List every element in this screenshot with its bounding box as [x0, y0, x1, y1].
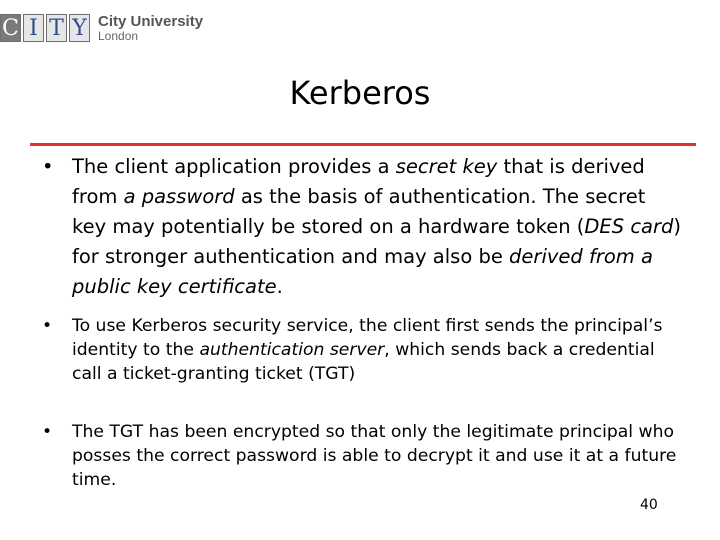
slide-title	[0, 74, 720, 112]
bullet-item-1	[42, 152, 682, 302]
bullet-2-part: , which sends back a credential call a ticket-granting ticket (TGT)	[72, 340, 655, 384]
bullet-item-2	[42, 314, 682, 386]
logo-letter-t: T	[46, 14, 67, 42]
bullet-1-part: as the basis of authentication. The secret key may potentially be stored on a hardware token (	[72, 185, 646, 238]
bullet-1-emphasis: derived from a public key certificate	[72, 245, 653, 298]
page-number: 40	[640, 497, 658, 513]
bullet-dot: •	[42, 316, 53, 336]
bullet-1-part: ) for stronger authentication and may also be	[72, 215, 681, 268]
bullet-1-part: that is derived from	[72, 155, 645, 208]
bullet-2-text	[72, 316, 663, 384]
logo-letter-c: C	[0, 14, 21, 42]
city-university-logo	[0, 14, 203, 42]
bullet-1-emphasis: a password	[123, 185, 235, 208]
bullet-dot: •	[42, 422, 53, 442]
bullet-2-emphasis: authentication server	[199, 340, 385, 360]
logo-letter-y: Y	[69, 14, 90, 42]
logo-name: City University	[98, 13, 204, 30]
bullet-1-part: .	[276, 275, 283, 298]
bullet-2-part: To use Kerberos security service, the client first sends the principal’s identity to the	[72, 316, 663, 360]
bullet-1-emphasis: secret key	[395, 155, 498, 178]
bullet-list	[42, 152, 682, 492]
bullet-1-part: The client application provides a	[72, 155, 396, 178]
logo-text	[98, 14, 203, 42]
bullet-dot: •	[42, 155, 54, 178]
logo-letter-i: I	[23, 14, 44, 42]
slide-title-text: Kerberos	[289, 74, 431, 112]
bullet-1-text	[72, 155, 681, 298]
title-divider	[30, 143, 696, 146]
logo-subtitle: London	[98, 28, 139, 43]
bullet-3-text: The TGT has been encrypted so that only the legitimate principal who posses the correct password is able to decrypt it and use it at a future time.	[72, 422, 677, 490]
bullet-1-emphasis: DES card	[584, 215, 674, 238]
logo-letter-boxes	[0, 14, 92, 42]
bullet-item-3	[42, 420, 682, 492]
